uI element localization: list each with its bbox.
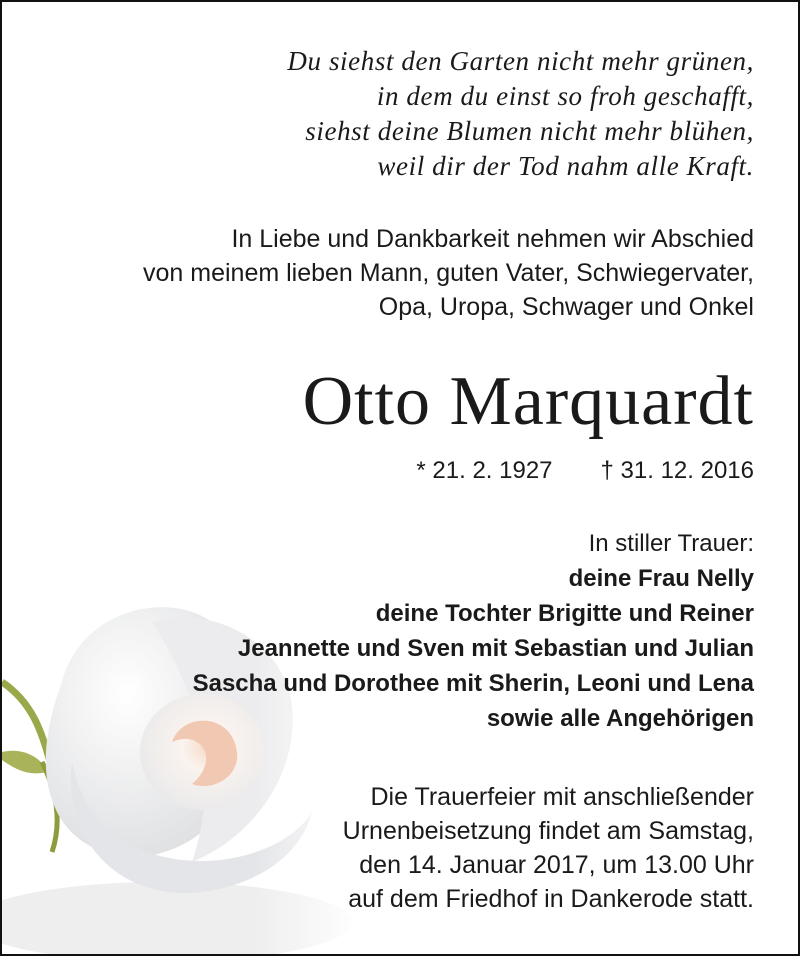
ceremony-line: den 14. Januar 2017, um 13.00 Uhr [359,851,754,879]
mourner-line: sowie alle Angehörigen [486,705,754,732]
intro-line: von meinem lieben Mann, guten Vater, Schwiegervater, [143,259,754,287]
ceremony-line: Urnenbeisetzung findet am Samstag, [342,817,754,845]
mourners-lead: In stiller Trauer: [588,530,754,557]
intro-line: Opa, Uropa, Schwager und Onkel [378,293,754,321]
poem-line: Du siehst den Garten nicht mehr grünen, [287,46,754,76]
poem-line: siehst deine Blumen nicht mehr blühen, [305,116,754,146]
farewell-intro [143,222,754,324]
birth-date: * 21. 2. 1927 [416,457,553,484]
deceased-name: Otto Marquardt [302,363,754,440]
intro-line: In Liebe und Dankbarkeit nehmen wir Abschied [231,225,754,253]
death-date: † 31. 12. 2016 [600,457,754,484]
ceremony-line: Die Trauerfeier mit anschließender [370,783,754,811]
mourner-line: Sascha und Dorothee mit Sherin, Leoni und Lena [192,670,754,697]
mourner-line: deine Tochter Brigitte und Reiner [375,600,754,627]
poem-line: in dem du einst so froh geschafft, [376,81,754,111]
poem [287,44,754,184]
mourners-list [193,526,754,736]
ceremony-info [343,780,754,916]
life-dates [416,456,754,486]
ceremony-line: auf dem Friedhof in Dankerode statt. [348,885,754,913]
poem-line: weil dir der Tod nahm alle Kraft. [377,151,754,181]
mourner-line: Jeannette und Sven mit Sebastian und Julian [237,635,754,662]
mourner-line: deine Frau Nelly [568,565,754,592]
